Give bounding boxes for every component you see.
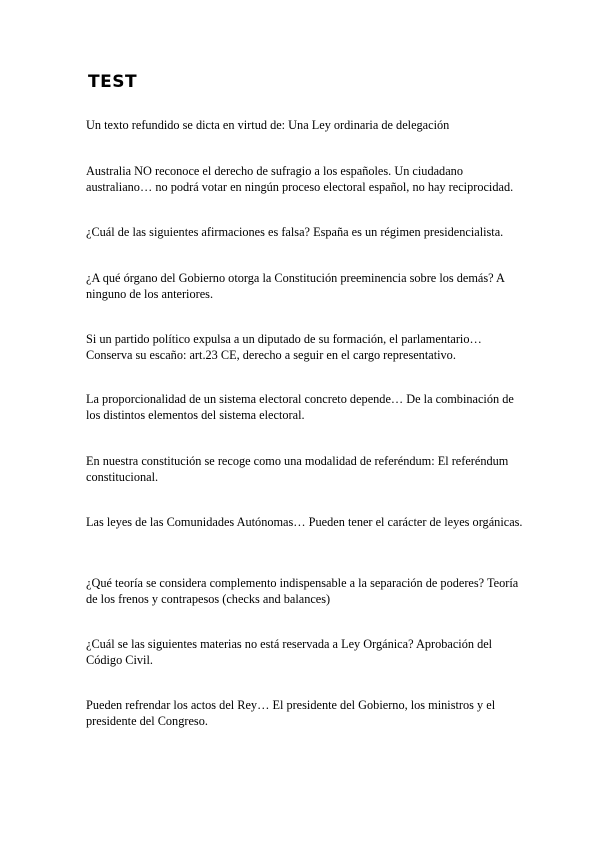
question-paragraph: Un texto refundido se dicta en virtud de: Una Ley ordinaria de delegación: [86, 118, 450, 132]
question-paragraph: Las leyes de las Comunidades Autónomas… Pueden tener el carácter de leyes orgánicas.: [86, 515, 523, 529]
question-paragraph: ¿A qué órgano del Gobierno otorga la Constitución preeminencia sobre los demás? A ninguno de los anteriores.: [86, 271, 505, 301]
question-paragraph: ¿Cuál de las siguientes afirmaciones es falsa? España es un régimen presidencialista.: [86, 225, 504, 239]
question-paragraph: ¿Cuál se las siguientes materias no está reservada a Ley Orgánica? Aprobación del Código Civil.: [86, 637, 493, 667]
question-paragraph: Pueden refrendar los actos del Rey… El presidente del Gobierno, los ministros y el presidente del Congreso.: [86, 698, 496, 728]
question-paragraph: Australia NO reconoce el derecho de sufragio a los españoles. Un ciudadano australiano… no podrá votar en ningún proceso electoral español, no hay reciprocidad.: [86, 164, 514, 194]
question-paragraph: ¿Qué teoría se considera complemento indispensable a la separación de poderes? Teoría de los frenos y contrapesos (checks and balances): [86, 576, 519, 606]
question-paragraph: Si un partido político expulsa a un diputado de su formación, el parlamentario… Conserva su escaño: art.23 CE, derecho a seguir en el cargo representativo.: [86, 332, 482, 362]
question-paragraph: En nuestra constitución se recoge como una modalidad de referéndum: El referéndum constitucional.: [86, 454, 509, 484]
question-paragraph: La proporcionalidad de un sistema electoral concreto depende… De la combinación de los distintos elementos del sistema electoral.: [86, 392, 514, 422]
page-title: TEST: [88, 72, 138, 92]
